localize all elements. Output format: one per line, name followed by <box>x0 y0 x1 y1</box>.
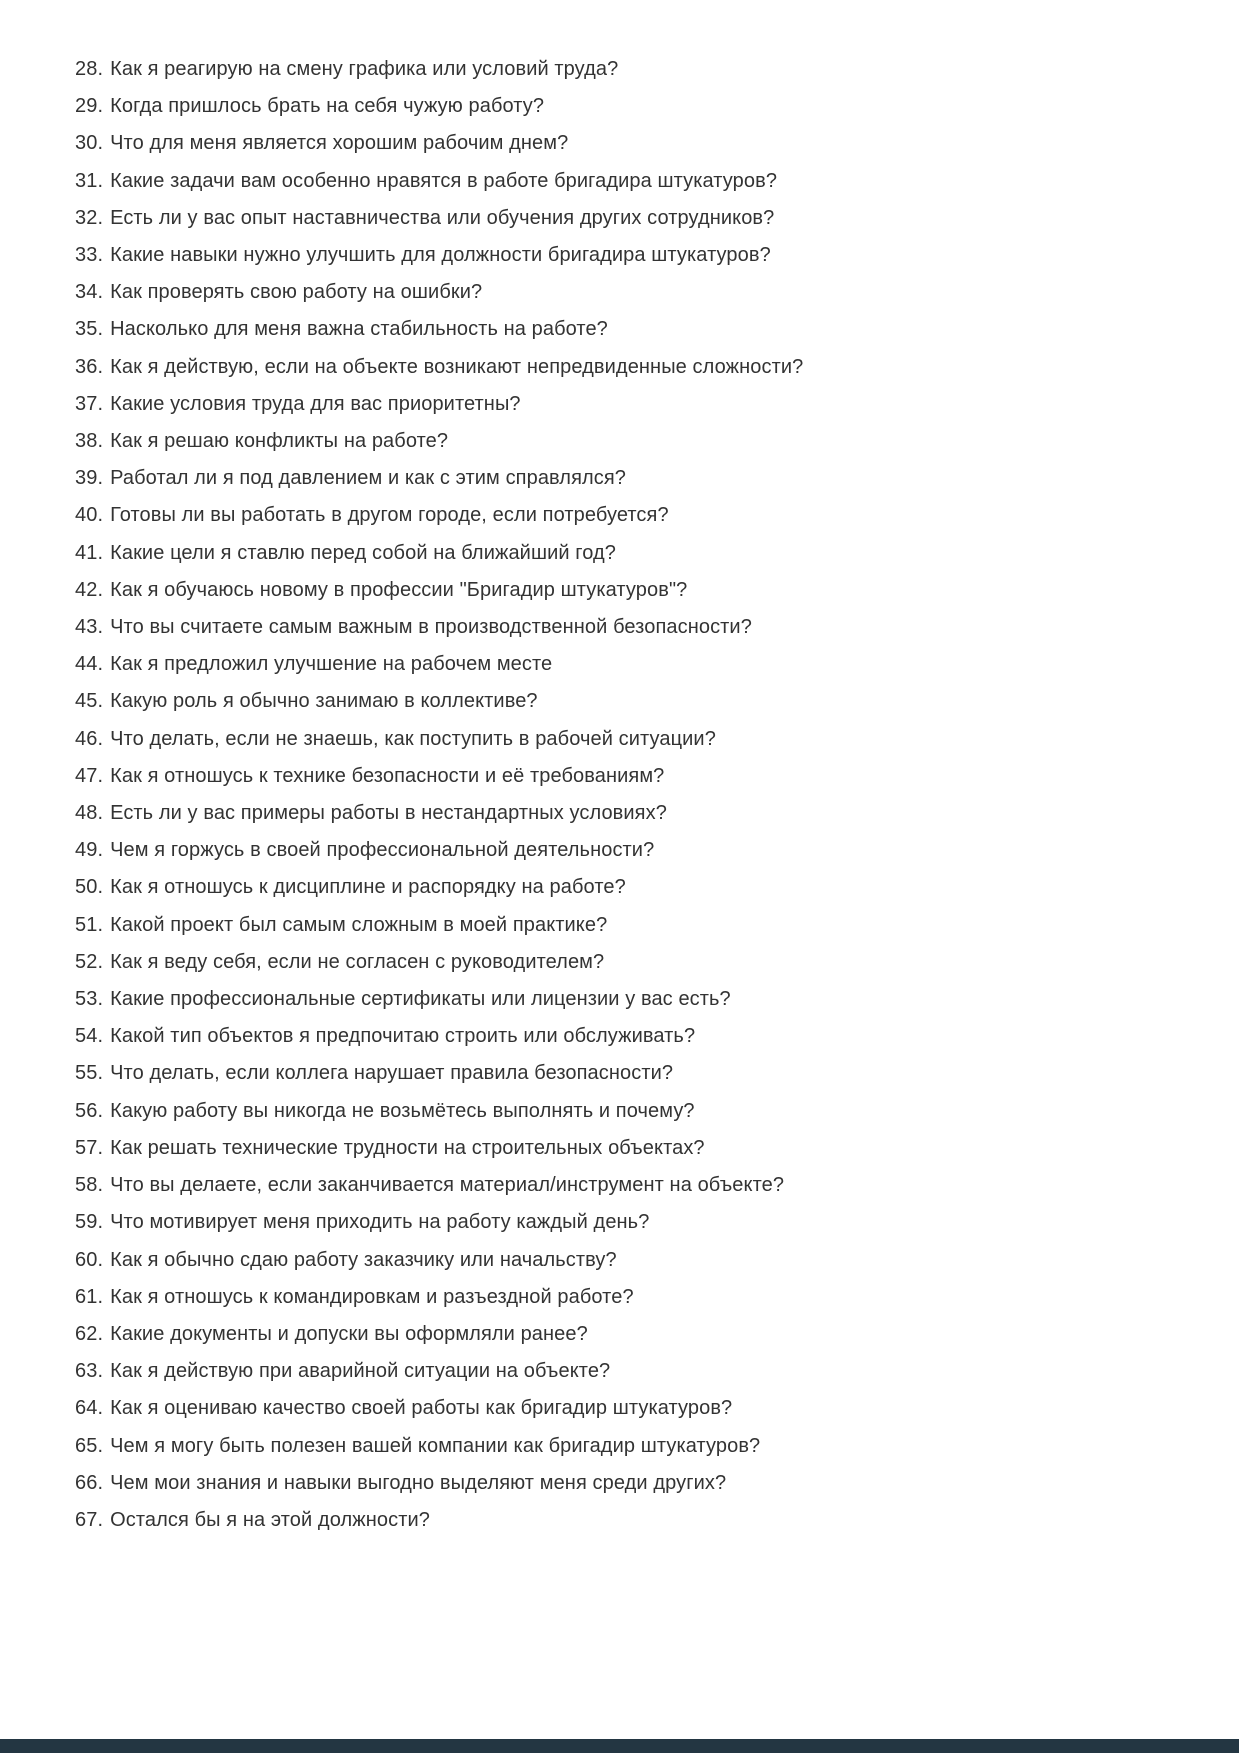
list-item <box>75 497 1199 534</box>
question-number: 54. <box>75 1025 104 1048</box>
question-number: 42. <box>75 578 104 601</box>
question-number: 56. <box>75 1099 104 1122</box>
list-item <box>75 1204 1199 1241</box>
footer-bar <box>0 1739 1239 1753</box>
question-text: Как я действую, если на объекте возникают непредвиденные сложности? <box>110 355 804 378</box>
list-item <box>75 1390 1199 1427</box>
question-number: 45. <box>75 690 104 713</box>
question-number: 36. <box>75 355 104 378</box>
list-item <box>75 237 1199 274</box>
question-number: 65. <box>75 1434 104 1457</box>
question-number: 37. <box>75 392 104 415</box>
question-number: 46. <box>75 727 104 750</box>
question-number: 51. <box>75 913 104 936</box>
list-item <box>75 721 1199 758</box>
question-text: Работал ли я под давлением и как с этим справлялся? <box>110 467 627 490</box>
list-item <box>75 1428 1199 1465</box>
list-item <box>75 1093 1199 1130</box>
question-number: 52. <box>75 950 104 973</box>
question-number: 41. <box>75 541 104 564</box>
question-number: 61. <box>75 1285 104 1308</box>
question-text: Как я действую при аварийной ситуации на объекте? <box>110 1360 611 1383</box>
question-text: Как я обучаюсь новому в профессии "Бригадир штукатуров"? <box>110 578 688 601</box>
question-number: 63. <box>75 1360 104 1383</box>
list-item <box>75 683 1199 720</box>
question-text: Что вы считаете самым важным в производственной безопасности? <box>110 616 752 639</box>
list-item <box>75 1316 1199 1353</box>
question-number: 59. <box>75 1211 104 1234</box>
list-item <box>75 1055 1199 1092</box>
list-item <box>75 1167 1199 1204</box>
list-item <box>75 1130 1199 1167</box>
list-item <box>75 609 1199 646</box>
list-item <box>75 1353 1199 1390</box>
list-item <box>75 646 1199 683</box>
list-item <box>75 572 1199 609</box>
question-text: Как я оцениваю качество своей работы как бригадир штукатуров? <box>110 1397 733 1420</box>
question-number: 40. <box>75 504 104 527</box>
question-text: Чем мои знания и навыки выгодно выделяют меня среди других? <box>110 1471 727 1494</box>
question-text: Есть ли у вас опыт наставничества или обучения других сотрудников? <box>110 206 775 229</box>
question-text: Что делать, если коллега нарушает правила безопасности? <box>110 1062 674 1085</box>
question-number: 32. <box>75 206 104 229</box>
question-number: 29. <box>75 95 104 118</box>
question-text: Какую роль я обычно занимаю в коллективе? <box>110 690 538 713</box>
list-item <box>75 163 1199 200</box>
list-item <box>75 1242 1199 1279</box>
question-text: Какие цели я ставлю перед собой на ближайший год? <box>110 541 617 564</box>
question-text: Какой проект был самым сложным в моей практике? <box>110 913 608 936</box>
question-number: 58. <box>75 1174 104 1197</box>
question-text: Чем я горжусь в своей профессиональной деятельности? <box>110 839 655 862</box>
list-item <box>75 51 1199 88</box>
list-item <box>75 944 1199 981</box>
list-item <box>75 1465 1199 1502</box>
question-number: 53. <box>75 988 104 1011</box>
question-text: Какие документы и допуски вы оформляли ранее? <box>110 1322 588 1345</box>
question-text: Что вы делаете, если заканчивается материал/инструмент на объекте? <box>110 1174 785 1197</box>
question-number: 39. <box>75 467 104 490</box>
question-text: Какие навыки нужно улучшить для должности бригадира штукатуров? <box>110 244 771 267</box>
question-number: 62. <box>75 1322 104 1345</box>
list-item <box>75 88 1199 125</box>
question-text: Как я отношусь к технике безопасности и её требованиям? <box>110 764 665 787</box>
question-text: Как я реагирую на смену графика или условий труда? <box>110 58 619 80</box>
question-text: Какую работу вы никогда не возьмётесь выполнять и почему? <box>110 1099 695 1122</box>
question-number: 34. <box>75 281 104 304</box>
question-number: 31. <box>75 169 104 192</box>
question-number: 48. <box>75 802 104 825</box>
list-item <box>75 274 1199 311</box>
question-number: 28. <box>75 58 104 80</box>
question-text: Какие задачи вам особенно нравятся в работе бригадира штукатуров? <box>110 169 778 192</box>
question-text: Какие профессиональные сертификаты или лицензии у вас есть? <box>110 988 731 1011</box>
question-text: Есть ли у вас примеры работы в нестандартных условиях? <box>110 802 667 825</box>
list-item <box>75 125 1199 162</box>
question-text: Что для меня является хорошим рабочим днем? <box>110 132 569 155</box>
list-item <box>75 535 1199 572</box>
question-text: Когда пришлось брать на себя чужую работу? <box>110 95 545 118</box>
list-item <box>75 981 1199 1018</box>
question-number: 49. <box>75 839 104 862</box>
question-text: Как решать технические трудности на строительных объектах? <box>110 1136 705 1159</box>
list-item <box>75 869 1199 906</box>
question-text: Как я отношусь к дисциплине и распорядку на работе? <box>110 876 626 899</box>
question-number: 43. <box>75 616 104 639</box>
question-text: Насколько для меня важна стабильность на работе? <box>110 318 608 341</box>
question-text: Как я предложил улучшение на рабочем месте <box>110 653 553 676</box>
list-item <box>75 795 1199 832</box>
list-item <box>75 1018 1199 1055</box>
question-number: 64. <box>75 1397 104 1420</box>
list-item <box>75 1502 1199 1539</box>
question-text: Как я отношусь к командировкам и разъездной работе? <box>110 1285 634 1308</box>
question-text: Что делать, если не знаешь, как поступить в рабочей ситуации? <box>110 727 716 750</box>
list-item <box>75 460 1199 497</box>
question-number: 50. <box>75 876 104 899</box>
list-item <box>75 832 1199 869</box>
question-text: Какие условия труда для вас приоритетны? <box>110 392 521 415</box>
question-text: Остался бы я на этой должности? <box>110 1508 430 1531</box>
list-item <box>75 758 1199 795</box>
question-number: 44. <box>75 653 104 676</box>
question-text: Как я веду себя, если не согласен с руководителем? <box>110 950 605 973</box>
question-text: Как я обычно сдаю работу заказчику или начальству? <box>110 1248 617 1271</box>
question-number: 60. <box>75 1248 104 1271</box>
question-text: Как я решаю конфликты на работе? <box>110 430 449 453</box>
list-item <box>75 349 1199 386</box>
question-number: 30. <box>75 132 104 155</box>
list-item <box>75 423 1199 460</box>
question-text: Что мотивирует меня приходить на работу каждый день? <box>110 1211 650 1234</box>
question-number: 55. <box>75 1062 104 1085</box>
question-number: 57. <box>75 1136 104 1159</box>
question-number: 66. <box>75 1471 104 1494</box>
list-item <box>75 386 1199 423</box>
question-text: Готовы ли вы работать в другом городе, если потребуется? <box>110 504 669 527</box>
question-text: Как проверять свою работу на ошибки? <box>110 281 483 304</box>
list-item <box>75 200 1199 237</box>
list-item <box>75 1279 1199 1316</box>
question-text: Чем я могу быть полезен вашей компании как бригадир штукатуров? <box>110 1434 761 1457</box>
question-number: 67. <box>75 1508 104 1531</box>
question-number: 35. <box>75 318 104 341</box>
question-number: 38. <box>75 430 104 453</box>
question-number: 47. <box>75 764 104 787</box>
question-number: 33. <box>75 244 104 267</box>
list-item <box>75 311 1199 348</box>
question-text: Какой тип объектов я предпочитаю строить или обслуживать? <box>110 1025 696 1048</box>
list-item <box>75 907 1199 944</box>
